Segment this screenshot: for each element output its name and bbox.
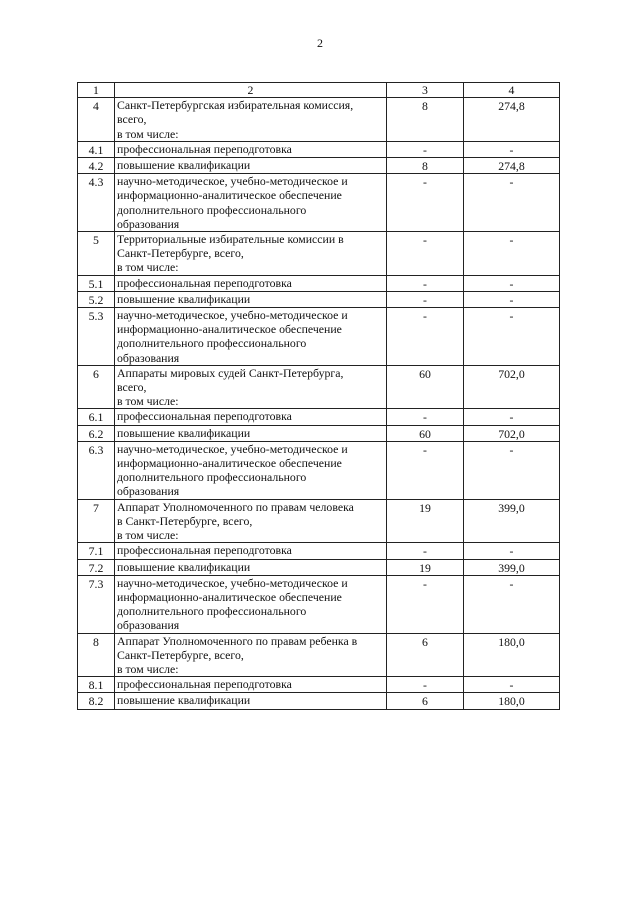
row-name-cell: профессиональная переподготовка: [115, 275, 387, 291]
row-value-col4-cell: 180,0: [464, 693, 560, 709]
row-value-col4-cell: -: [464, 174, 560, 232]
row-value-col4-cell: 274,8: [464, 158, 560, 174]
row-value-col4-cell: 702,0: [464, 425, 560, 441]
row-value-col4-cell: -: [464, 543, 560, 559]
row-name-cell: повышение квалификации: [115, 425, 387, 441]
row-number-cell: 6.3: [78, 441, 115, 499]
table-row: [78, 308, 560, 366]
table-row: [78, 441, 560, 499]
row-number-cell: 7.1: [78, 543, 115, 559]
data-table: [77, 82, 560, 710]
row-value-col3-cell: -: [387, 232, 464, 276]
row-value-col3-cell: 19: [387, 559, 464, 575]
row-value-col4-cell: -: [464, 275, 560, 291]
row-value-col3-cell: -: [387, 543, 464, 559]
page-number: 2: [317, 36, 323, 50]
table-row: [78, 158, 560, 174]
row-number-cell: 4.1: [78, 141, 115, 157]
row-value-col3-cell: 60: [387, 425, 464, 441]
row-value-col4-cell: -: [464, 575, 560, 633]
table-row: [78, 365, 560, 409]
table-header-row: [78, 83, 560, 98]
header-col-3: 3: [387, 83, 464, 98]
row-value-col3-cell: -: [387, 174, 464, 232]
header-col-2: 2: [115, 83, 387, 98]
row-name-cell: повышение квалификации: [115, 693, 387, 709]
row-number-cell: 6.2: [78, 425, 115, 441]
row-number-cell: 4.2: [78, 158, 115, 174]
row-name-cell: профессиональная переподготовка: [115, 141, 387, 157]
row-value-col3-cell: -: [387, 141, 464, 157]
row-value-col4-cell: -: [464, 291, 560, 307]
row-number-cell: 4: [78, 98, 115, 142]
row-number-cell: 7: [78, 499, 115, 543]
row-name-cell: Аппарат Уполномоченного по правам ребенка в Санкт-Петербурге, всего, в том числе:: [115, 633, 387, 677]
row-value-col3-cell: 19: [387, 499, 464, 543]
table-row: [78, 275, 560, 291]
row-value-col3-cell: -: [387, 441, 464, 499]
row-value-col4-cell: -: [464, 232, 560, 276]
row-value-col4-cell: 399,0: [464, 559, 560, 575]
table-row: [78, 543, 560, 559]
table-row: [78, 693, 560, 709]
row-number-cell: 4.3: [78, 174, 115, 232]
table-row: [78, 633, 560, 677]
row-number-cell: 5.1: [78, 275, 115, 291]
table-row: [78, 575, 560, 633]
row-name-cell: Территориальные избирательные комиссии в Санкт-Петербурге, всего, в том числе:: [115, 232, 387, 276]
row-value-col4-cell: -: [464, 409, 560, 425]
row-value-col3-cell: -: [387, 677, 464, 693]
row-name-cell: повышение квалификации: [115, 291, 387, 307]
row-name-cell: Аппарат Уполномоченного по правам человека в Санкт-Петербурге, всего, в том числе:: [115, 499, 387, 543]
table-row: [78, 141, 560, 157]
row-name-cell: профессиональная переподготовка: [115, 409, 387, 425]
row-name-cell: научно-методическое, учебно-методическое и информационно-аналитическое обеспечение дополнительного профессионального образования: [115, 575, 387, 633]
header-col-1: 1: [78, 83, 115, 98]
row-number-cell: 8: [78, 633, 115, 677]
table-body: [78, 98, 560, 709]
row-number-cell: 5.2: [78, 291, 115, 307]
row-number-cell: 5: [78, 232, 115, 276]
row-value-col4-cell: -: [464, 677, 560, 693]
row-name-cell: повышение квалификации: [115, 559, 387, 575]
row-name-cell: профессиональная переподготовка: [115, 543, 387, 559]
row-value-col3-cell: -: [387, 308, 464, 366]
row-value-col3-cell: 60: [387, 365, 464, 409]
table-row: [78, 559, 560, 575]
row-number-cell: 6: [78, 365, 115, 409]
table-row: [78, 677, 560, 693]
row-value-col3-cell: 8: [387, 158, 464, 174]
row-value-col4-cell: -: [464, 441, 560, 499]
table-row: [78, 499, 560, 543]
row-name-cell: научно-методическое, учебно-методическое и информационно-аналитическое обеспечение дополнительного профессионального образования: [115, 308, 387, 366]
table-row: [78, 232, 560, 276]
row-name-cell: профессиональная переподготовка: [115, 677, 387, 693]
row-number-cell: 8.1: [78, 677, 115, 693]
table-row: [78, 98, 560, 142]
row-value-col4-cell: 399,0: [464, 499, 560, 543]
row-name-cell: Санкт-Петербургская избирательная комиссия, всего, в том числе:: [115, 98, 387, 142]
table-row: [78, 425, 560, 441]
row-number-cell: 7.2: [78, 559, 115, 575]
row-name-cell: научно-методическое, учебно-методическое и информационно-аналитическое обеспечение дополнительного профессионального образования: [115, 174, 387, 232]
row-value-col3-cell: -: [387, 291, 464, 307]
row-number-cell: 7.3: [78, 575, 115, 633]
row-number-cell: 8.2: [78, 693, 115, 709]
row-value-col3-cell: 6: [387, 633, 464, 677]
row-value-col4-cell: 180,0: [464, 633, 560, 677]
row-value-col4-cell: -: [464, 141, 560, 157]
table-row: [78, 291, 560, 307]
row-name-cell: научно-методическое, учебно-методическое и информационно-аналитическое обеспечение дополнительного профессионального образования: [115, 441, 387, 499]
row-value-col4-cell: 702,0: [464, 365, 560, 409]
row-name-cell: Аппараты мировых судей Санкт-Петербурга, всего, в том числе:: [115, 365, 387, 409]
row-number-cell: 5.3: [78, 308, 115, 366]
row-value-col3-cell: 6: [387, 693, 464, 709]
table-row: [78, 174, 560, 232]
row-value-col3-cell: -: [387, 575, 464, 633]
row-name-cell: повышение квалификации: [115, 158, 387, 174]
row-value-col3-cell: 8: [387, 98, 464, 142]
row-number-cell: 6.1: [78, 409, 115, 425]
row-value-col3-cell: -: [387, 409, 464, 425]
header-col-4: 4: [464, 83, 560, 98]
row-value-col4-cell: 274,8: [464, 98, 560, 142]
row-value-col4-cell: -: [464, 308, 560, 366]
table-row: [78, 409, 560, 425]
row-value-col3-cell: -: [387, 275, 464, 291]
